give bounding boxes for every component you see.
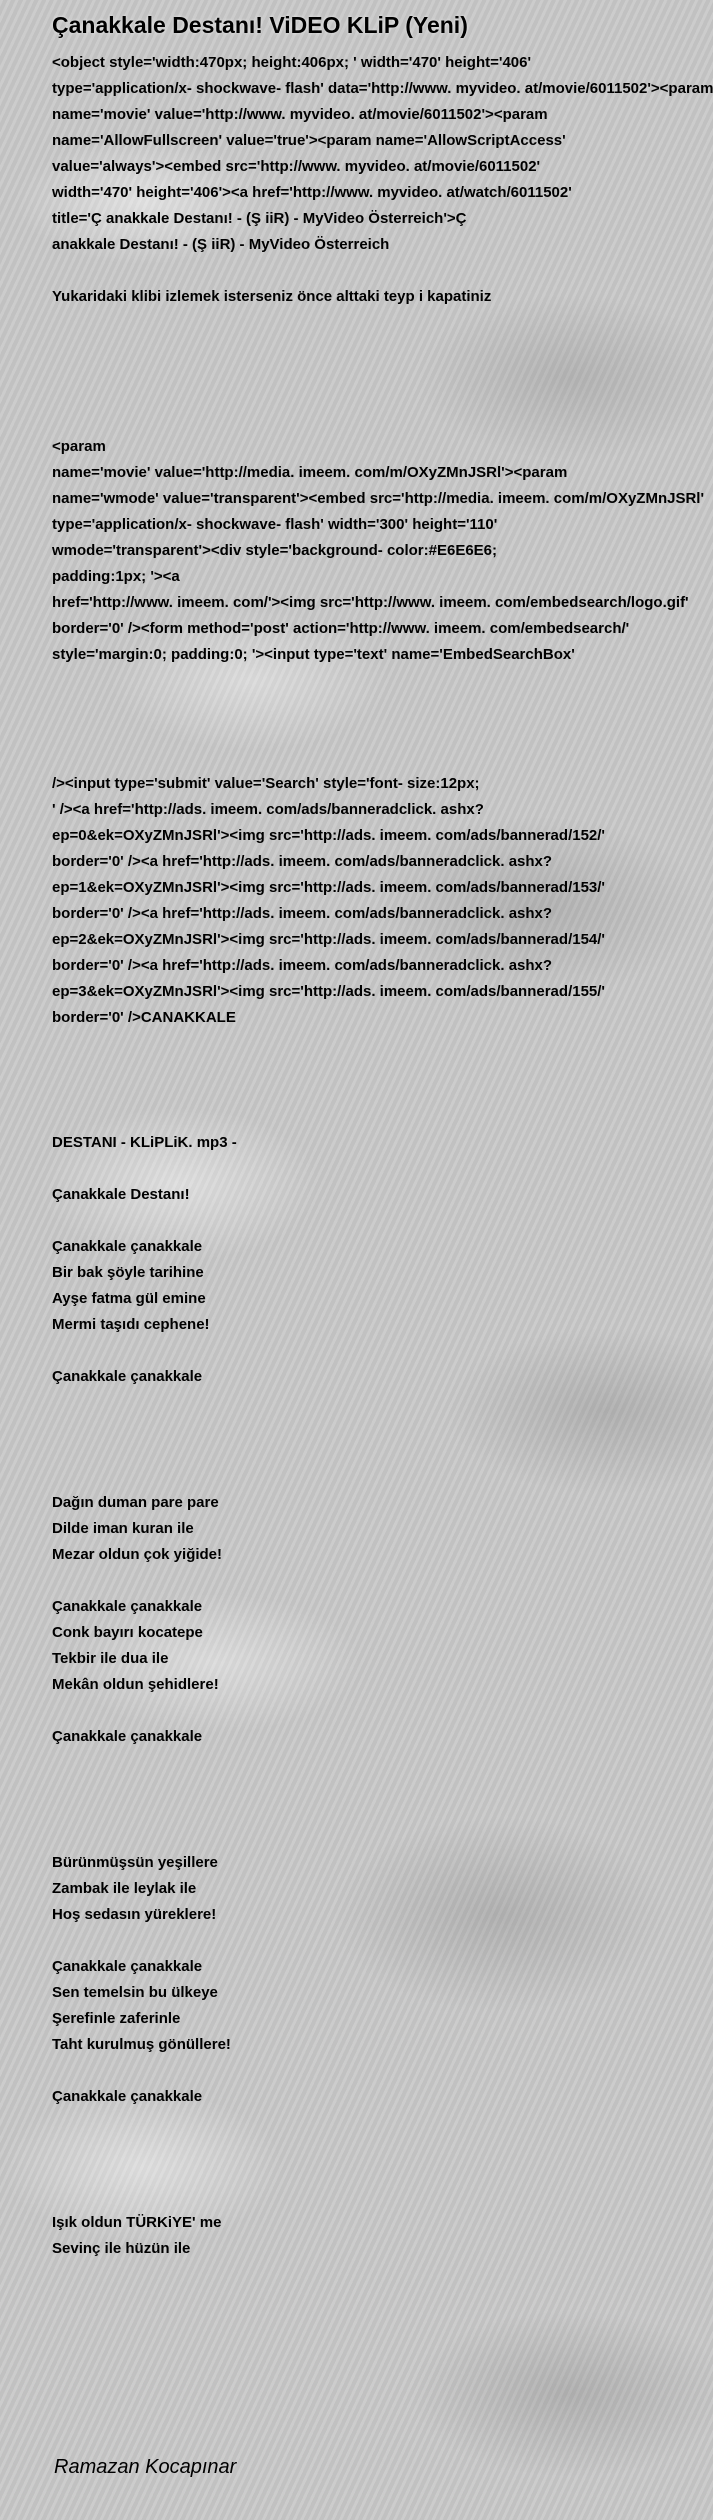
blank-line xyxy=(52,258,640,284)
blank-line xyxy=(52,1156,640,1182)
text-line: Çanakkale çanakkale xyxy=(52,1238,203,1255)
page-title: Çanakkale Destanı! ViDEO KLiP (Yeni) xyxy=(52,12,468,38)
text-line: Çanakkale çanakkale xyxy=(52,1958,203,1975)
text-line: wmode='transparent'><div style='background- color:#E6E6E6; xyxy=(52,542,498,559)
text-line: ep=3&ek=OXyZMnJSRl'><img src='http://ads. imeem. com/ads/bannerad/155/' xyxy=(52,983,605,1000)
embed-code-block-3 xyxy=(52,771,640,1031)
lyrics-stanza-1 xyxy=(52,1130,640,1390)
text-line: name='AllowFullscreen' value='true'><param name='AllowScriptAccess' xyxy=(52,132,566,149)
text-line: name='wmode' value='transparent'><embed src='http://media. imeem. com/m/OXyZMnJSRl' xyxy=(52,490,705,507)
text-line: Yukaridaki klibi izlemek isterseniz önce alttaki teyp i kapatiniz xyxy=(52,288,492,305)
text-line: name='movie' value='http://media. imeem. com/m/OXyZMnJSRl'><param xyxy=(52,464,568,481)
text-line: Işık oldun TÜRKiYE' me xyxy=(52,2214,222,2231)
text-line: type='application/x- shockwave- flash' data='http://www. myvideo. at/movie/6011502'><param xyxy=(52,80,713,97)
text-line: name='movie' value='http://www. myvideo. at/movie/6011502'><param xyxy=(52,106,548,123)
text-line: border='0' /><a href='http://ads. imeem. com/ads/banneradclick. ashx? xyxy=(52,853,553,870)
text-line: <object style='width:470px; height:406px; ' width='470' height='406' xyxy=(52,54,532,71)
text-line: Bürünmüşsün yeşillere xyxy=(52,1854,218,1871)
text-line: Mermi taşıdı cephene! xyxy=(52,1316,210,1333)
text-line: ep=0&ek=OXyZMnJSRl'><img src='http://ads. imeem. com/ads/bannerad/152/' xyxy=(52,827,605,844)
lyrics-stanza-3 xyxy=(52,1850,640,2110)
embed-code-block-2 xyxy=(52,434,705,668)
embed-code-block-1 xyxy=(52,50,713,310)
text-line: Dağın duman pare pare xyxy=(52,1494,219,1511)
text-line: Çanakkale çanakkale xyxy=(52,1368,203,1385)
text-line: Taht kurulmuş gönüllere! xyxy=(52,2036,231,2053)
blank-line xyxy=(52,1698,640,1724)
text-line: Şerefinle zaferinle xyxy=(52,2010,181,2027)
text-line: border='0' /><a href='http://ads. imeem. com/ads/banneradclick. ashx? xyxy=(52,905,553,922)
text-line: Sevinç ile hüzün ile xyxy=(52,2240,191,2257)
text-line: Tekbir ile dua ile xyxy=(52,1650,169,1667)
text-line: border='0' /><a href='http://ads. imeem. com/ads/banneradclick. ashx? xyxy=(52,957,553,974)
text-line: Mezar oldun çok yiğide! xyxy=(52,1546,223,1563)
blank-line xyxy=(52,2058,640,2084)
text-line: DESTANI - KLiPLiK. mp3 - xyxy=(52,1134,237,1151)
text-line: Çanakkale çanakkale xyxy=(52,2088,203,2105)
text-line: Bir bak şöyle tarihine xyxy=(52,1264,204,1281)
text-line: Sen temelsin bu ülkeye xyxy=(52,1984,218,2001)
text-line: Zambak ile leylak ile xyxy=(52,1880,197,1897)
text-line: Conk bayırı kocatepe xyxy=(52,1624,203,1641)
blank-line xyxy=(52,1338,640,1364)
text-line: ep=1&ek=OXyZMnJSRl'><img src='http://ads. imeem. com/ads/bannerad/153/' xyxy=(52,879,605,896)
text-line: ' /><a href='http://ads. imeem. com/ads/banneradclick. ashx? xyxy=(52,801,484,818)
text-line: border='0' />CANAKKALE xyxy=(52,1009,236,1026)
text-line: type='application/x- shockwave- flash' width='300' height='110' xyxy=(52,516,498,533)
text-line: ep=2&ek=OXyZMnJSRl'><img src='http://ads. imeem. com/ads/bannerad/154/' xyxy=(52,931,605,948)
text-line: <param xyxy=(52,438,106,455)
text-line: title='Ç anakkale Destanı! - (Ş iiR) - MyVideo Österreich'>Ç xyxy=(52,210,467,227)
text-line: width='470' height='406'><a href='http://www. myvideo. at/watch/6011502' xyxy=(52,184,572,201)
text-line: Çanakkale Destanı! xyxy=(52,1186,190,1203)
text-line: Ayşe fatma gül emine xyxy=(52,1290,206,1307)
lyrics-stanza-2 xyxy=(52,1490,640,1750)
text-line: Dilde iman kuran ile xyxy=(52,1520,194,1537)
blank-line xyxy=(52,1928,640,1954)
text-line: anakkale Destanı! - (Ş iiR) - MyVideo Österreich xyxy=(52,236,390,253)
text-line: padding:1px; '><a xyxy=(52,568,180,585)
text-line: href='http://www. imeem. com/'><img src='http://www. imeem. com/embedsearch/logo.gif' xyxy=(52,594,689,611)
text-line: value='always'><embed src='http://www. myvideo. at/movie/6011502' xyxy=(52,158,541,175)
author-signature: Ramazan Kocapınar xyxy=(54,2456,237,2478)
text-line: Mekân oldun şehidlere! xyxy=(52,1676,219,1693)
text-line: Çanakkale çanakkale xyxy=(52,1598,203,1615)
text-line: Hoş sedasın yüreklere! xyxy=(52,1906,217,1923)
lyrics-stanza-4 xyxy=(52,2210,640,2262)
text-line: style='margin:0; padding:0; '><input type='text' name='EmbedSearchBox' xyxy=(52,646,575,663)
text-line: border='0' /><form method='post' action='http://www. imeem. com/embedsearch/' xyxy=(52,620,630,637)
blank-line xyxy=(52,1568,640,1594)
text-line: /><input type='submit' value='Search' style='font- size:12px; xyxy=(52,775,480,792)
text-line: Çanakkale çanakkale xyxy=(52,1728,203,1745)
blank-line xyxy=(52,1208,640,1234)
